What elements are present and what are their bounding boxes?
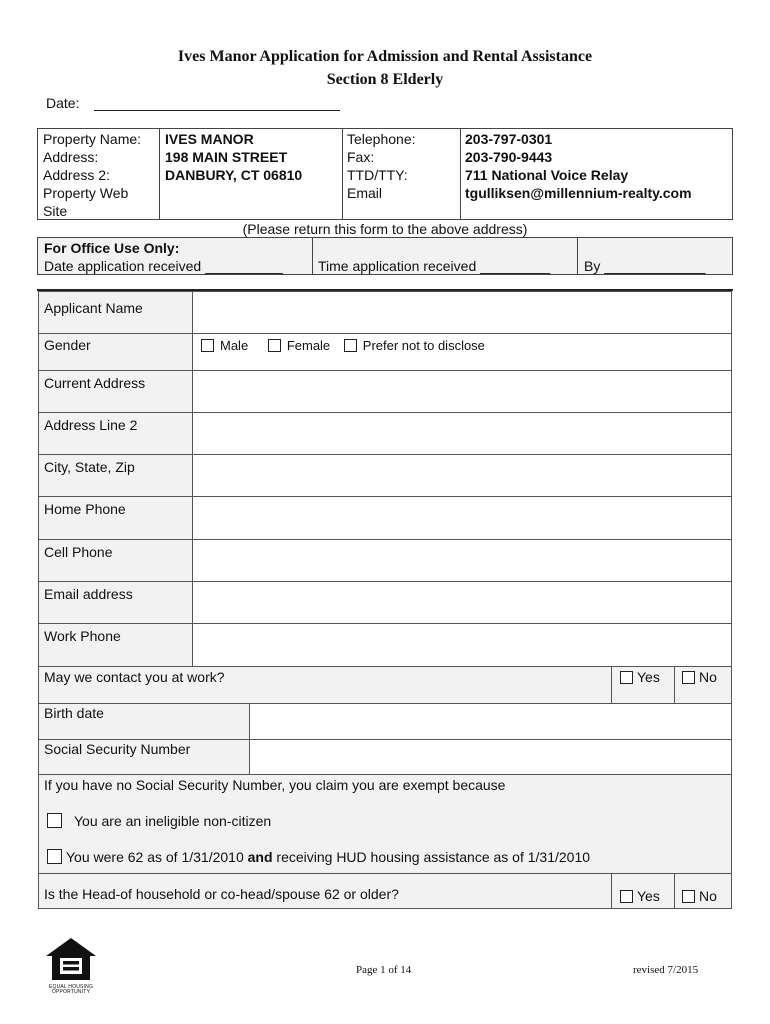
home-phone-field[interactable] <box>192 496 732 540</box>
telephone-value: 203-797-0301 <box>465 131 553 147</box>
head62-yes-label: Yes <box>637 888 660 904</box>
page-number: Page 1 of 14 <box>356 964 412 976</box>
work-phone-field[interactable] <box>192 623 732 667</box>
received-by: By _____________ <box>584 258 706 274</box>
address2-value: DANBURY, CT 06810 <box>165 167 303 183</box>
logo-text-1: EQUAL HOUSING <box>48 984 94 990</box>
revised-date: revised 7/2015 <box>633 964 699 976</box>
city-state-zip-field[interactable] <box>192 454 732 497</box>
office-use-box <box>37 237 733 275</box>
ssn-label: Social Security Number <box>44 741 191 757</box>
property-name-label: Property Name: <box>43 131 142 147</box>
city-state-zip-label: City, State, Zip <box>44 459 135 475</box>
time-received: Time application received _________ <box>318 258 551 274</box>
gender-label: Gender <box>44 337 91 353</box>
email-label: Email <box>347 185 383 201</box>
home-phone-label: Home Phone <box>44 501 126 517</box>
ineligible-option: You are an ineligible non-citizen <box>74 813 272 829</box>
logo-text-2: OPPORTUNITY <box>51 989 91 995</box>
cell-phone-label: Cell Phone <box>44 544 113 560</box>
ssn-field[interactable] <box>249 739 732 775</box>
date-label: Date: <box>46 95 80 111</box>
return-note: (Please return this form to the above address) <box>242 221 528 237</box>
head62-no-label: No <box>699 888 717 904</box>
address-line2-label: Address Line 2 <box>44 417 138 433</box>
email-value: tgulliksen@millennium-realty.com <box>465 185 692 201</box>
head62-yes-checkbox[interactable] <box>620 890 633 903</box>
web-label-2: Site <box>43 203 68 219</box>
address-label: Address: <box>43 149 99 165</box>
female-option: Female <box>286 338 331 353</box>
ttd-value: 711 National Voice Relay <box>465 167 629 183</box>
address-value: 198 MAIN STREET <box>165 149 288 165</box>
hud-62-checkbox[interactable] <box>47 849 62 864</box>
head-62-label: Is the Head-of household or co-head/spouse 62 or older? <box>44 886 399 902</box>
equal-housing-icon <box>44 936 98 982</box>
date-received: Date application received __________ <box>44 258 283 274</box>
office-use-heading: For Office Use Only: <box>44 240 180 256</box>
email-address-field[interactable] <box>192 581 732 624</box>
male-checkbox[interactable] <box>201 339 214 352</box>
form-subtitle: Section 8 Elderly <box>326 71 444 88</box>
hud-62-option-and: and <box>247 849 273 865</box>
male-option: Male <box>220 338 249 353</box>
gender-field <box>192 333 732 371</box>
hud-62-option-b: receiving HUD housing assistance as of 1/31/2010 <box>272 849 591 865</box>
head62-no-checkbox[interactable] <box>682 890 695 903</box>
work-no-checkbox[interactable] <box>682 671 695 684</box>
ssn-exempt-label: If you have no Social Security Number, you claim you are exempt because <box>44 777 506 793</box>
prefer-not-option: Prefer not to disclose <box>362 338 485 353</box>
current-address-label: Current Address <box>44 375 146 391</box>
address-line2-field[interactable] <box>192 412 732 455</box>
ttd-label: TTD/TTY: <box>347 167 408 183</box>
cell-phone-field[interactable] <box>192 539 732 582</box>
fax-value: 203-790-9443 <box>465 149 553 165</box>
ineligible-checkbox[interactable] <box>47 813 62 828</box>
work-yes-checkbox[interactable] <box>620 671 633 684</box>
email-address-label: Email address <box>44 586 133 602</box>
fax-label: Fax: <box>347 149 375 165</box>
equal-housing-logo <box>44 936 98 995</box>
prefer-not-checkbox[interactable] <box>344 339 357 352</box>
telephone-label: Telephone: <box>347 131 416 147</box>
birth-date-field[interactable] <box>249 703 732 740</box>
applicant-name-label: Applicant Name <box>44 300 143 316</box>
birth-date-label: Birth date <box>44 705 104 721</box>
property-name-value: IVES MANOR <box>165 131 254 147</box>
date-field[interactable] <box>94 110 340 111</box>
female-checkbox[interactable] <box>268 339 281 352</box>
current-address-field[interactable] <box>192 370 732 413</box>
address2-label: Address 2: <box>43 167 110 183</box>
applicant-name-field[interactable] <box>192 291 732 334</box>
work-phone-label: Work Phone <box>44 628 121 644</box>
ssn-exempt-section <box>38 774 732 874</box>
hud-62-option-a: You were 62 as of 1/31/2010 <box>66 849 248 865</box>
web-label: Property Web <box>43 185 129 201</box>
property-info-table <box>37 128 733 220</box>
work-yes-label: Yes <box>637 669 660 685</box>
work-no-label: No <box>699 669 717 685</box>
form-title: Ives Manor Application for Admission and Rental Assistance <box>177 48 593 65</box>
contact-at-work-label: May we contact you at work? <box>44 669 225 685</box>
